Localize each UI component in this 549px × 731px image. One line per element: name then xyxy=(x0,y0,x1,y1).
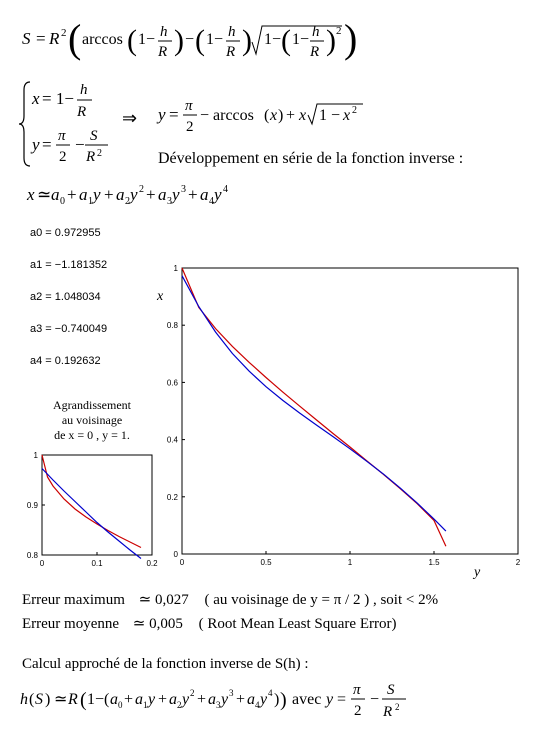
svg-text:(: ( xyxy=(127,24,137,57)
svg-text:S: S xyxy=(387,682,395,698)
svg-text:=: = xyxy=(337,691,347,708)
svg-text:=: = xyxy=(42,135,52,154)
svg-text:(: ( xyxy=(104,691,110,708)
main-chart-ticks xyxy=(167,264,521,567)
svg-text:h: h xyxy=(312,24,320,40)
svg-text:(: ( xyxy=(29,691,35,708)
erreur-moy-note: ( Root Mean Least Square Error) xyxy=(198,616,397,632)
main-chart-xtick-label: 1.5 xyxy=(428,558,440,567)
zoom-title-line-2: au voisinage xyxy=(61,413,123,427)
svg-text:2: 2 xyxy=(139,184,144,195)
svg-text:a: a xyxy=(158,185,167,204)
calcul-label: Calcul approché de la fonction inverse de S(h) : xyxy=(22,656,309,672)
series-equation-render xyxy=(27,182,267,208)
main-chart xyxy=(150,258,530,588)
zoom-title xyxy=(40,398,144,443)
svg-text:): ) xyxy=(45,691,51,708)
zoom-chart-ytick-label: 1 xyxy=(33,451,38,460)
equation-s-of-h xyxy=(22,16,358,79)
main-chart-xtick-label: 0 xyxy=(179,558,185,567)
main-chart-ytick-label: 0.6 xyxy=(166,378,178,388)
zoom-chart-series xyxy=(42,455,141,559)
svg-text:2: 2 xyxy=(354,703,362,719)
svg-text:x: x xyxy=(270,107,278,124)
main-chart-ytick-label: 1 xyxy=(173,264,178,273)
svg-text:− arccos: − arccos xyxy=(200,107,254,124)
svg-text:1−: 1− xyxy=(292,31,310,48)
svg-text:x: x xyxy=(299,107,307,124)
coefficient-a4: a4 = 0.192632 xyxy=(30,355,101,367)
svg-text:h: h xyxy=(20,691,28,708)
erreur-moy-row xyxy=(22,614,396,633)
svg-text:a: a xyxy=(135,691,143,708)
coefficient-a0: a0 = 0.972955 xyxy=(30,227,101,239)
zoom-title-line-1: Agrandissement xyxy=(53,398,131,412)
zoom-chart-xtick-label: 0.2 xyxy=(146,559,158,568)
erreur-moy-label: Erreur moyenne xyxy=(22,616,120,632)
svg-text:4: 4 xyxy=(223,184,228,195)
svg-text:2: 2 xyxy=(352,105,357,116)
zoom-chart-ytick-label: 0.8 xyxy=(26,551,38,560)
coefficient-a3: a3 = −0.740049 xyxy=(30,323,108,335)
svg-text:y: y xyxy=(32,135,40,154)
equation-y-of-x xyxy=(158,98,368,143)
svg-text:y: y xyxy=(172,185,180,204)
svg-text:arccos: arccos xyxy=(82,31,123,48)
svg-text:2: 2 xyxy=(190,688,195,698)
svg-text:a: a xyxy=(200,185,209,204)
svg-text:R: R xyxy=(310,44,320,60)
svg-text:4: 4 xyxy=(209,196,214,207)
main-chart-frame xyxy=(182,268,518,554)
svg-text:a: a xyxy=(208,691,216,708)
svg-text:+: + xyxy=(286,107,296,124)
svg-text:h: h xyxy=(160,24,168,40)
main-chart-xtick-label: 2 xyxy=(515,558,521,567)
svg-text:0: 0 xyxy=(118,700,123,710)
svg-text:3: 3 xyxy=(167,196,172,207)
erreur-max-value: ≃ 0,027 xyxy=(138,592,189,608)
svg-text:1−: 1− xyxy=(138,31,156,48)
svg-text:): ) xyxy=(326,24,336,57)
svg-text:+: + xyxy=(236,691,246,708)
coefficient-a1: a1 = −1.181352 xyxy=(30,259,108,271)
svg-text:π: π xyxy=(58,128,66,144)
implies-arrow: ⇒ xyxy=(122,108,138,128)
main-chart-xlabel: y xyxy=(474,565,481,580)
svg-text:y: y xyxy=(93,185,101,204)
svg-text:y: y xyxy=(221,691,229,708)
svg-text:=: = xyxy=(36,29,46,48)
main-chart-ytick-label: 0 xyxy=(173,550,178,559)
svg-text:−: − xyxy=(75,135,85,154)
svg-text:R: R xyxy=(77,104,87,120)
svg-text:= 1−: = 1− xyxy=(42,89,74,108)
svg-text:2: 2 xyxy=(125,196,130,207)
erreur-max-label: Erreur maximum xyxy=(22,592,125,608)
svg-text:2: 2 xyxy=(61,27,67,39)
main-chart-series-approx xyxy=(182,276,446,531)
svg-text:R: R xyxy=(68,691,78,708)
zoom-chart-series-exact xyxy=(42,455,141,548)
svg-text:x: x xyxy=(343,107,351,124)
svg-text:1: 1 xyxy=(143,700,148,710)
svg-text:3: 3 xyxy=(229,688,234,698)
svg-text:+: + xyxy=(188,185,198,204)
main-chart-ytick-label: 0.8 xyxy=(166,321,178,331)
svg-text:4: 4 xyxy=(255,700,260,710)
svg-text:avec: avec xyxy=(292,691,322,708)
zoom-chart-ytick-label: 0.9 xyxy=(26,501,38,510)
svg-text:a: a xyxy=(110,691,118,708)
svg-text:y: y xyxy=(158,105,166,124)
svg-text:+: + xyxy=(104,185,114,204)
zoom-chart-series-approx xyxy=(42,469,141,559)
main-chart-series-exact xyxy=(182,268,446,546)
svg-text:(: ( xyxy=(281,24,291,57)
svg-text:+: + xyxy=(146,185,156,204)
svg-text:2: 2 xyxy=(177,700,182,710)
zoom-chart-xtick-label: 0.1 xyxy=(91,559,103,568)
zoom-chart xyxy=(12,450,162,575)
svg-text:−: − xyxy=(185,31,195,48)
svg-text:R: R xyxy=(158,44,168,60)
svg-text:x: x xyxy=(32,89,40,108)
svg-text:(: ( xyxy=(68,16,82,61)
equation-s-of-h-render xyxy=(22,16,358,74)
svg-text:≃: ≃ xyxy=(54,691,68,708)
svg-text:y: y xyxy=(130,185,138,204)
svg-text:): ) xyxy=(280,689,287,711)
coefficient-a2: a2 = 1.048034 xyxy=(30,291,101,303)
final-equation-render xyxy=(20,682,480,726)
svg-text:R: R xyxy=(49,29,60,48)
svg-text:π: π xyxy=(353,682,361,698)
svg-text:+: + xyxy=(197,691,207,708)
main-chart-ytick-label: 0.4 xyxy=(166,435,178,445)
svg-text:=: = xyxy=(169,105,179,124)
svg-text:2: 2 xyxy=(59,149,67,165)
svg-text:S: S xyxy=(22,29,31,48)
svg-text:1: 1 xyxy=(88,196,93,207)
svg-text:4: 4 xyxy=(268,688,273,698)
svg-text:): ) xyxy=(278,107,284,124)
svg-text:1−: 1− xyxy=(206,31,224,48)
svg-text:): ) xyxy=(274,691,280,708)
svg-text:2: 2 xyxy=(336,25,342,37)
svg-text:+: + xyxy=(67,185,77,204)
svg-text:≃: ≃ xyxy=(37,185,52,204)
main-chart-xtick-label: 1 xyxy=(347,558,353,567)
svg-text:1 −: 1 − xyxy=(319,107,341,124)
svg-text:a: a xyxy=(116,185,125,204)
svg-text:y: y xyxy=(214,185,222,204)
main-chart-ytick-label: 0.2 xyxy=(166,492,178,502)
series-equation xyxy=(27,182,267,213)
svg-text:S: S xyxy=(35,691,43,708)
svg-text:y: y xyxy=(326,691,334,708)
svg-text:π: π xyxy=(185,98,193,114)
svg-text:): ) xyxy=(242,24,252,57)
svg-text:R: R xyxy=(383,704,393,720)
svg-text:0: 0 xyxy=(60,196,65,207)
final-equation xyxy=(20,682,480,731)
svg-text:(: ( xyxy=(264,107,270,124)
developpement-label: Développement en série de la fonction inverse : xyxy=(158,150,464,167)
svg-text:y: y xyxy=(260,691,268,708)
svg-text:(: ( xyxy=(80,689,87,711)
svg-text:a: a xyxy=(51,185,60,204)
svg-text:y: y xyxy=(148,691,156,708)
svg-text:): ) xyxy=(174,24,184,57)
svg-text:a: a xyxy=(169,691,177,708)
svg-text:2: 2 xyxy=(97,148,102,159)
svg-text:3: 3 xyxy=(181,184,186,195)
svg-text:a: a xyxy=(79,185,88,204)
svg-text:+: + xyxy=(158,691,168,708)
erreur-max-note: ( au voisinage de y = π / 2 ) , soit < 2% xyxy=(204,592,439,608)
svg-text:a: a xyxy=(247,691,255,708)
zoom-chart-xtick-label: 0 xyxy=(39,559,45,568)
svg-text:2: 2 xyxy=(186,119,194,135)
erreur-max-row xyxy=(22,590,438,609)
svg-text:3: 3 xyxy=(216,700,221,710)
svg-text:x: x xyxy=(27,185,35,204)
svg-text:1−: 1− xyxy=(87,691,105,708)
svg-text:h: h xyxy=(80,82,88,98)
svg-text:h: h xyxy=(228,24,236,40)
main-chart-series xyxy=(182,268,446,546)
zoom-chart-frame xyxy=(42,455,152,555)
svg-text:−: − xyxy=(370,691,380,708)
svg-text:S: S xyxy=(90,128,98,144)
svg-text:2: 2 xyxy=(395,702,400,712)
svg-text:R: R xyxy=(86,149,96,165)
svg-text:+: + xyxy=(124,691,134,708)
svg-text:): ) xyxy=(344,16,358,61)
zoom-chart-ticks xyxy=(27,451,158,568)
svg-text:1−: 1− xyxy=(264,31,282,48)
main-chart-ylabel: x xyxy=(157,289,164,304)
svg-text:y: y xyxy=(182,691,190,708)
equation-y-of-x-render xyxy=(158,98,368,138)
svg-text:(: ( xyxy=(195,24,205,57)
erreur-moy-value: ≃ 0,005 xyxy=(132,616,183,632)
svg-text:R: R xyxy=(226,44,236,60)
zoom-title-line-3: de x = 0 , y = 1. xyxy=(54,428,130,442)
main-chart-xtick-label: 0.5 xyxy=(260,558,272,567)
